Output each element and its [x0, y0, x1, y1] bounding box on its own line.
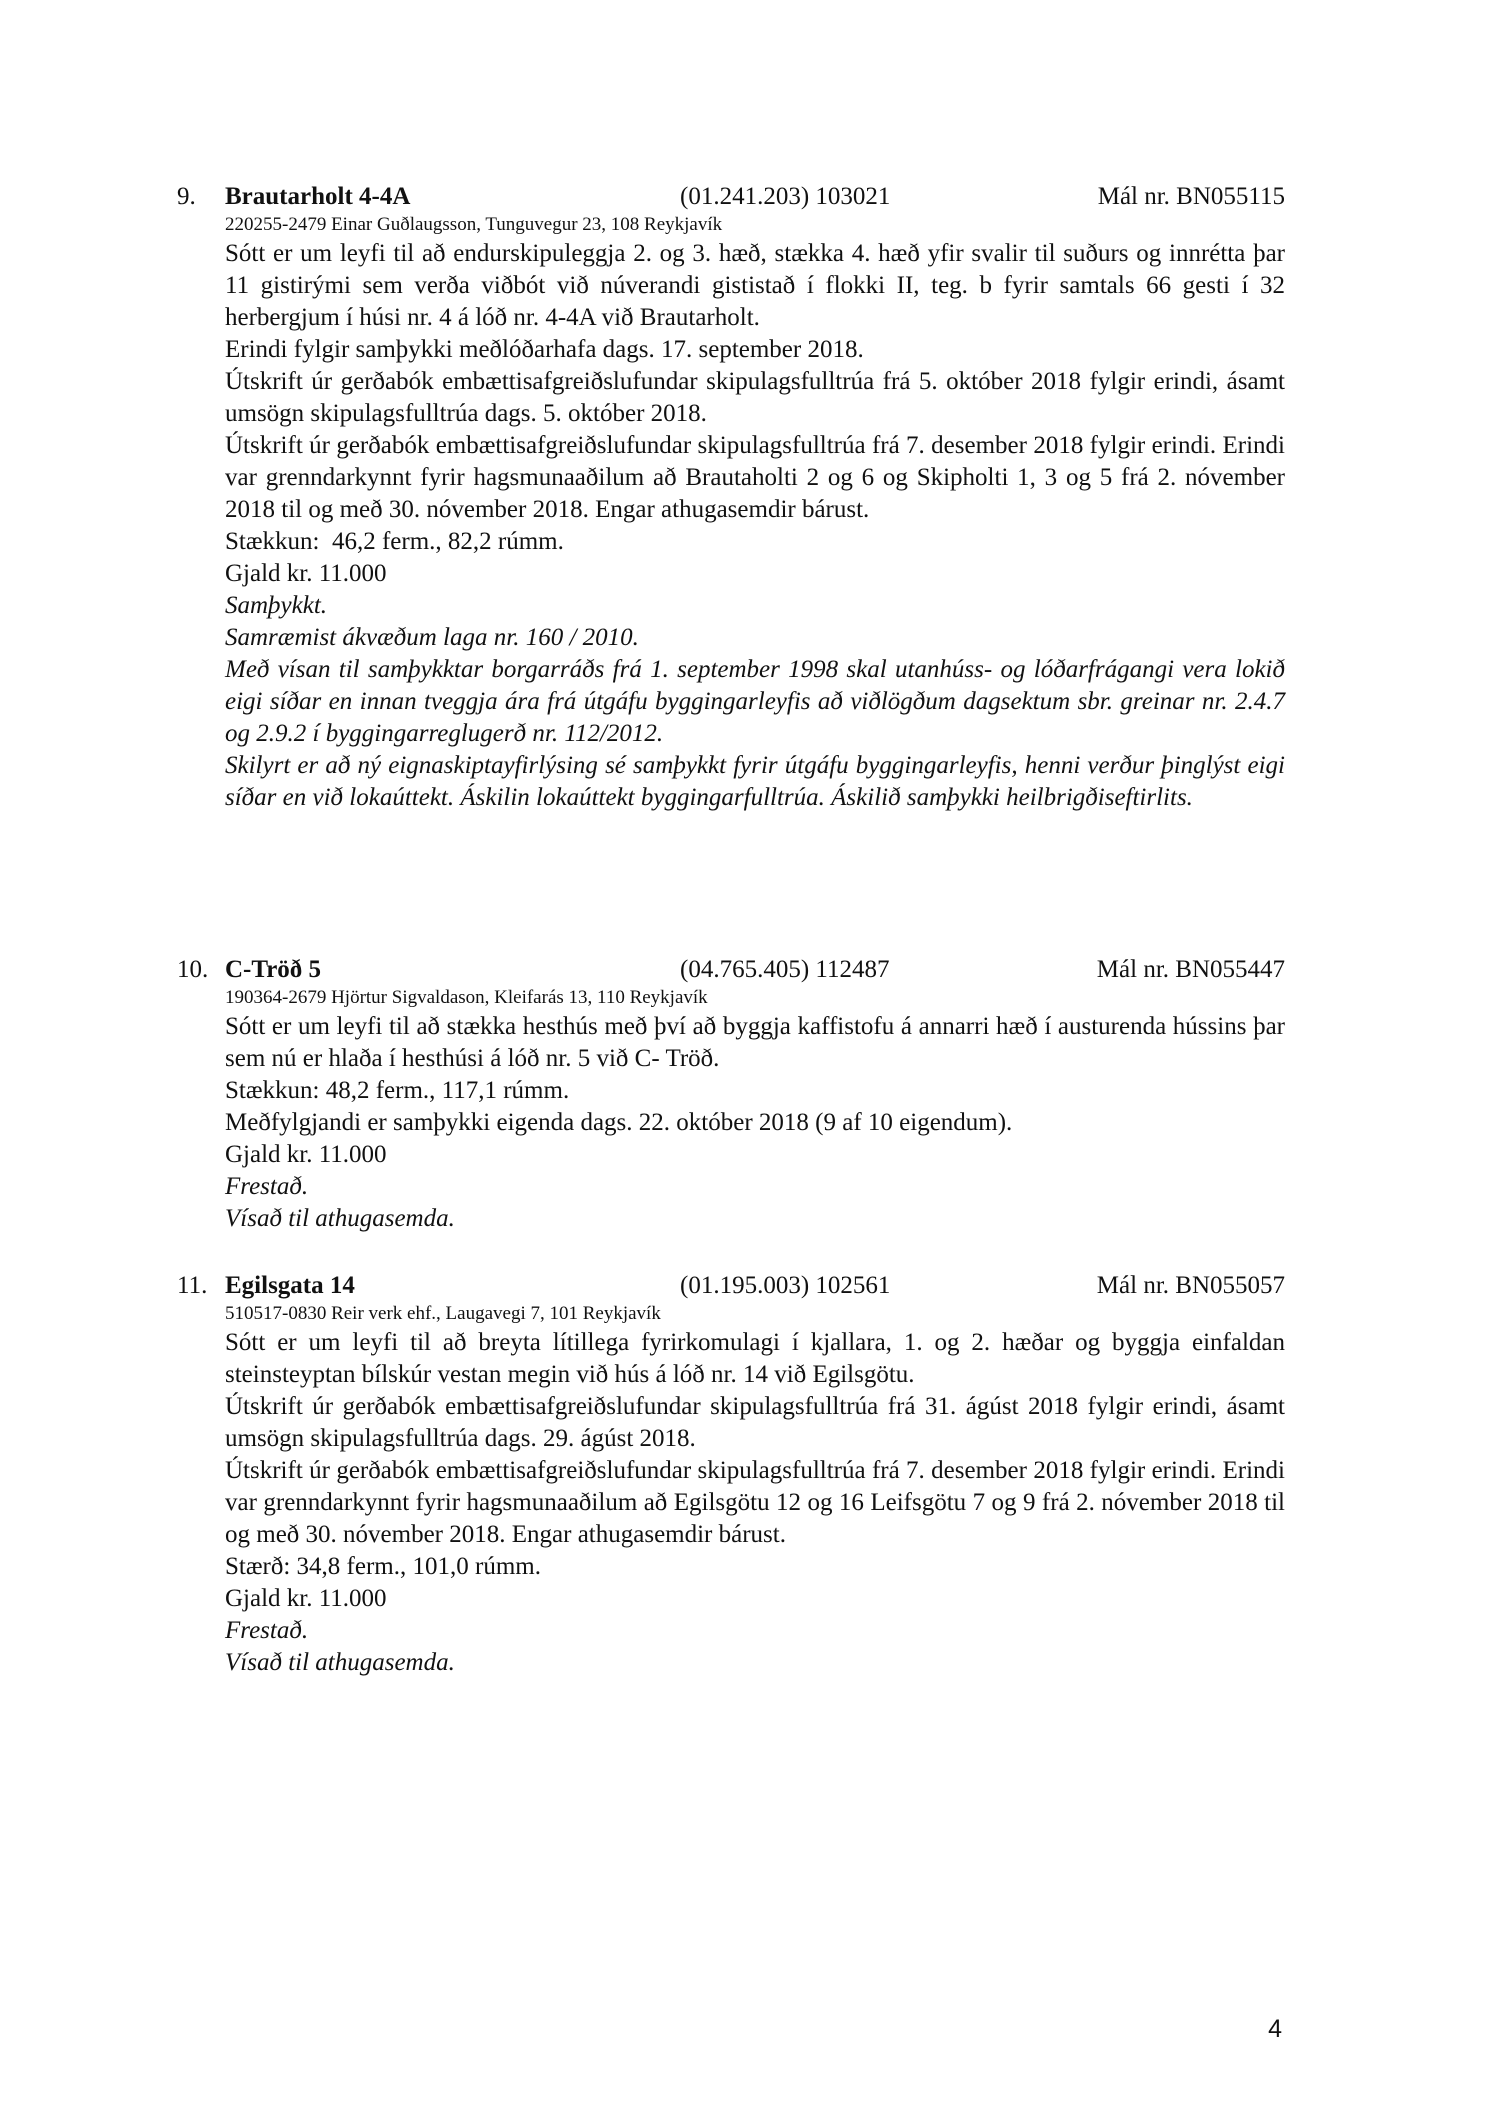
case-paragraph: Með vísan til samþykktar borgarráðs frá 1. september 1998 skal utanhúss- og lóðarfrágangi vera lokið eigi síðar en innan tveggja ára frá útgáfu byggingarleyfis að viðlögðum dagsektum sbr. greinar nr. 2.4.7 og 2.9.2 í byggingarreglugerð nr. 112/2012.: [225, 656, 1285, 747]
case-number: 10.: [177, 956, 209, 983]
page-number: 4: [1268, 2015, 1282, 2043]
case-paragraph: Vísað til athugasemda.: [225, 1205, 455, 1232]
case-paragraph: Meðfylgjandi er samþykki eigenda dags. 22. október 2018 (9 af 10 eigendum).: [225, 1109, 1013, 1136]
case-paragraph: Sótt er um leyfi til að breyta lítillega fyrirkomulagi í kjallara, 1. og 2. hæðar og byggja einfaldan steinsteyptan bílskúr vestan megin við hús á lóð nr. 14 við Egilsgötu.: [225, 1329, 1285, 1388]
case-paragraph: Útskrift úr gerðabók embættisafgreiðslufundar skipulagsfulltrúa frá 7. desember 2018 fylgir erindi. Erindi var grenndarkynnt fyrir hagsmunaaðilum að Brautaholti 2 og 6 og Skipholti 1, 3 og 5 frá 2. nóvember 2018 til og með 30. nóvember 2018. Engar athugasemdir bárust.: [225, 432, 1285, 523]
case-code: (01.241.203) 103021: [680, 183, 891, 210]
case-code: (04.765.405) 112487: [680, 956, 890, 983]
case-body: [225, 238, 1285, 814]
case-paragraph: Sótt er um leyfi til að stækka hesthús með því að byggja kaffistofu á annarri hæð í austurenda hússins þar sem nú er hlaða í hesthúsi á lóð nr. 5 við C- Tröð.: [225, 1013, 1285, 1072]
case-body: [225, 1011, 1285, 1235]
case-header: [225, 182, 1285, 212]
case-title: Egilsgata 14: [225, 1272, 355, 1299]
case-paragraph: Stærð: 34,8 ferm., 101,0 rúmm.: [225, 1553, 541, 1580]
case-mal-number: Mál nr. BN055447: [1096, 956, 1285, 983]
case-paragraph: Samræmist ákvæðum laga nr. 160 / 2010.: [225, 624, 639, 651]
case-header: [225, 1271, 1285, 1301]
case-applicant: 190364-2679 Hjörtur Sigvaldason, Kleifarás 13, 110 Reykjavík: [225, 987, 708, 1008]
case-body: [225, 1327, 1285, 1679]
case-header: [225, 955, 1285, 985]
case-decision: Samþykkt.: [225, 592, 328, 619]
case-title: Brautarholt 4-4A: [225, 183, 411, 210]
case-number: 11.: [177, 1272, 208, 1299]
case-title: C-Tröð 5: [225, 956, 322, 983]
case-paragraph: Útskrift úr gerðabók embættisafgreiðslufundar skipulagsfulltrúa frá 5. október 2018 fylgir erindi, ásamt umsögn skipulagsfulltrúa dags. 5. október 2018.: [225, 368, 1285, 427]
case-paragraph: Útskrift úr gerðabók embættisafgreiðslufundar skipulagsfulltrúa frá 7. desember 2018 fylgir erindi. Erindi var grenndarkynnt fyrir hagsmunaaðilum að Egilsgötu 12 og 16 Leifsgötu 7 og 9 frá 2. nóvember 2018 til og með 30. nóvember 2018. Engar athugasemdir bárust.: [225, 1457, 1285, 1548]
case-mal-number: Mál nr. BN055057: [1096, 1272, 1285, 1299]
case-code: (01.195.003) 102561: [680, 1272, 891, 1299]
case-11: [177, 1271, 1285, 1679]
case-paragraph: Gjald kr. 11.000: [225, 1141, 387, 1168]
case-decision: Frestað.: [225, 1173, 309, 1200]
case-paragraph: Sótt er um leyfi til að endurskipuleggja 2. og 3. hæð, stækka 4. hæð yfir svalir til suðurs og innrétta þar 11 gistirými sem verða viðbót við núverandi gististað í flokki II, teg. b fyrir samtals 66 gesti í 32 herbergjum í húsi nr. 4 á lóð nr. 4-4A við Brautarholt.: [225, 240, 1285, 331]
case-paragraph: Skilyrt er að ný eignaskiptayfirlýsing sé samþykkt fyrir útgáfu byggingarleyfis, henni verður þinglýst eigi síðar en við lokaúttekt. Áskilin lokaúttekt byggingarfulltrúa. Áskilið samþykki heilbrigðiseftirlits.: [225, 752, 1285, 811]
case-applicant: 220255-2479 Einar Guðlaugsson, Tunguvegur 23, 108 Reykjavík: [225, 214, 723, 235]
case-paragraph: Gjald kr. 11.000: [225, 560, 387, 587]
case-paragraph: Erindi fylgir samþykki meðlóðarhafa dags. 17. september 2018.: [225, 336, 864, 363]
case-paragraph: Stækkun: 46,2 ferm., 82,2 rúmm.: [225, 528, 564, 555]
case-applicant: 510517-0830 Reir verk ehf., Laugavegi 7, 101 Reykjavík: [225, 1303, 661, 1324]
case-paragraph: Gjald kr. 11.000: [225, 1585, 387, 1612]
case-10: [177, 955, 1285, 1235]
case-paragraph: Vísað til athugasemda.: [225, 1649, 455, 1676]
case-9: [177, 182, 1285, 814]
case-paragraph: Stækkun: 48,2 ferm., 117,1 rúmm.: [225, 1077, 570, 1104]
case-mal-number: Mál nr. BN055115: [1097, 183, 1285, 210]
case-decision: Frestað.: [225, 1617, 309, 1644]
case-paragraph: Útskrift úr gerðabók embættisafgreiðslufundar skipulagsfulltrúa frá 31. ágúst 2018 fylgir erindi, ásamt umsögn skipulagsfulltrúa dags. 29. ágúst 2018.: [225, 1393, 1285, 1452]
case-number: 9.: [177, 183, 196, 210]
